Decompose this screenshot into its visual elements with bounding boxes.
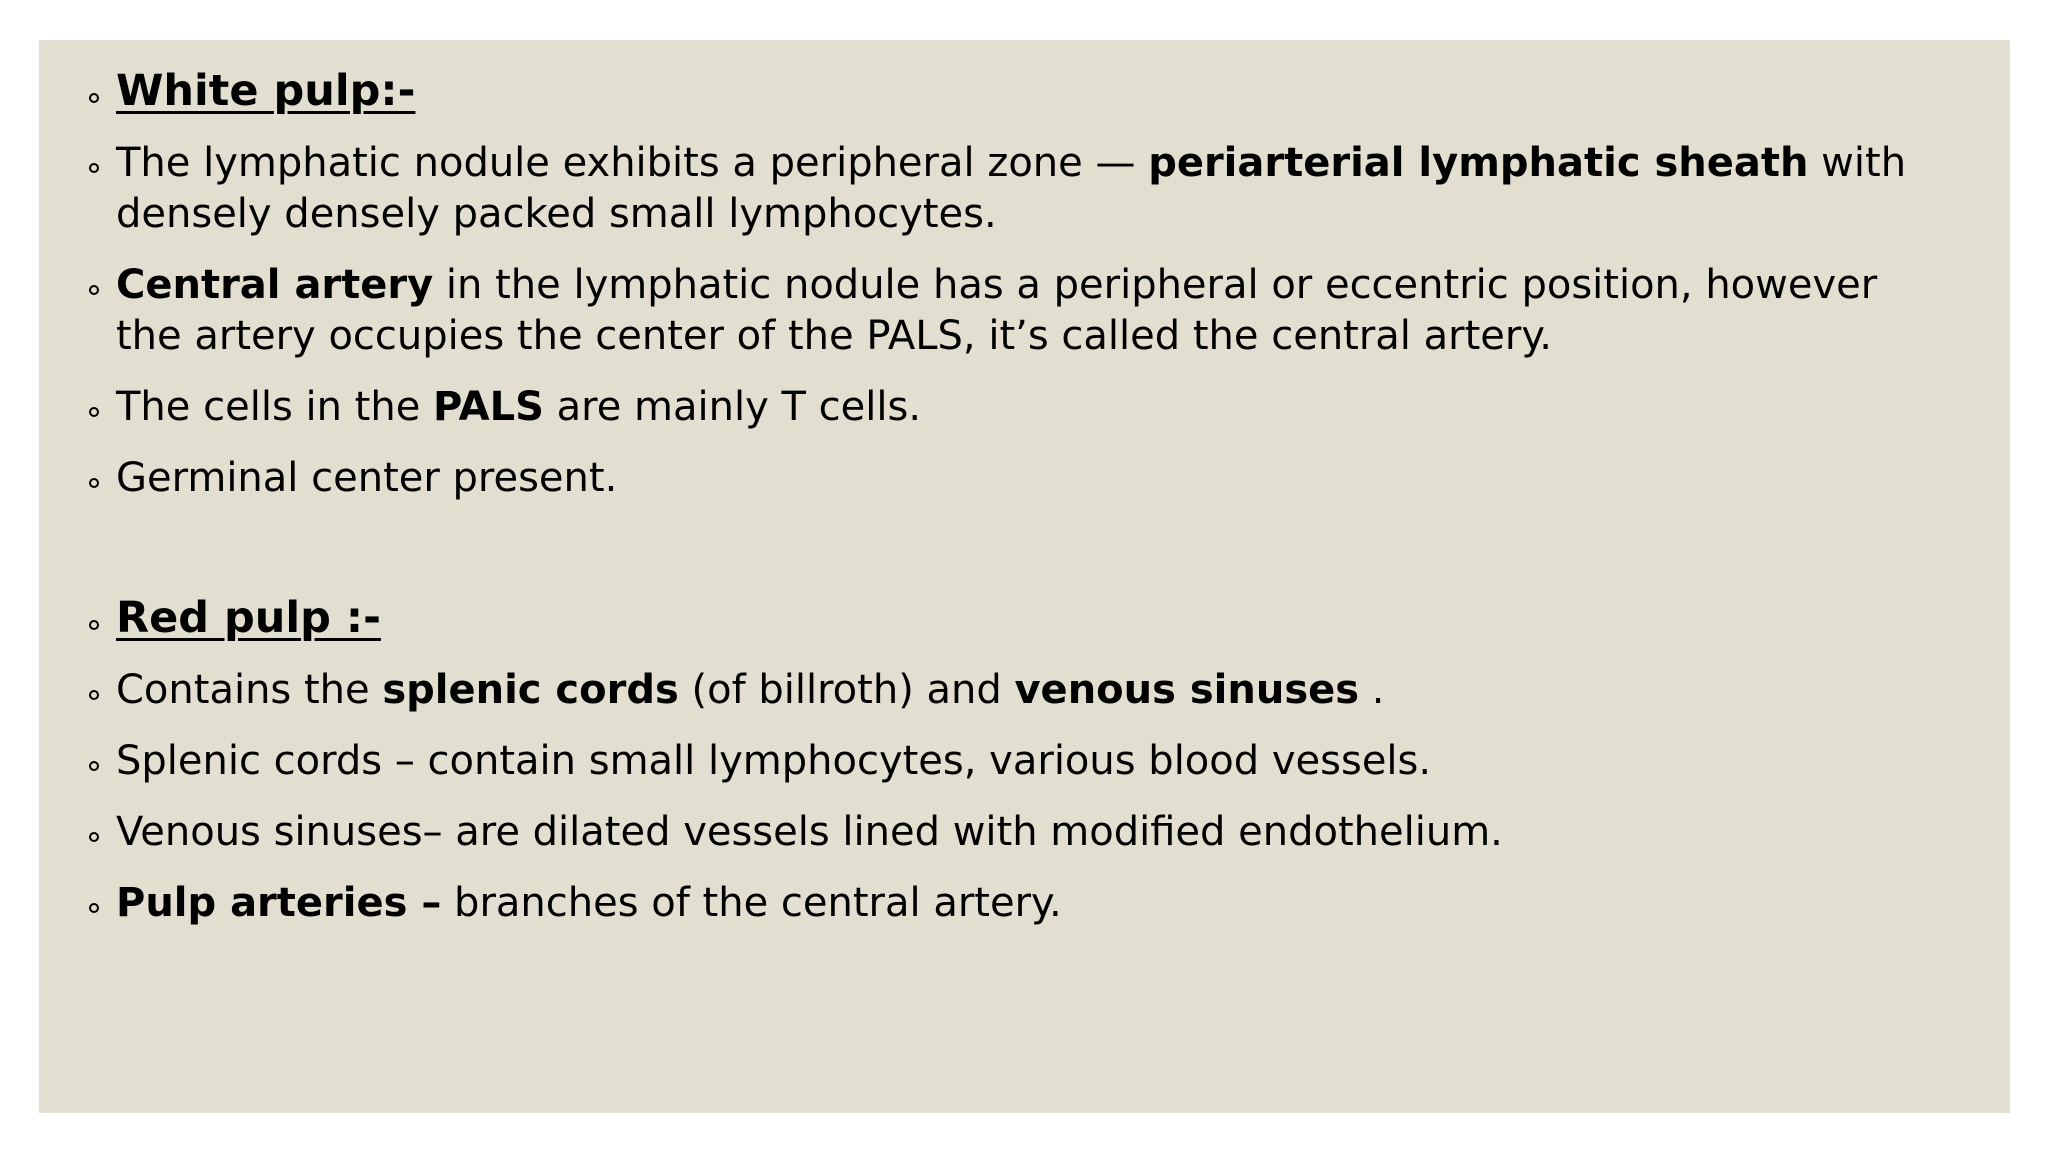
bold-term: Pulp arteries – <box>116 880 442 926</box>
bullet-circle-icon <box>89 407 99 417</box>
bullet-circle-icon <box>89 620 99 630</box>
bullet-text-part: (of billroth) and <box>678 667 1015 713</box>
bullet-circle-icon <box>89 478 99 488</box>
bullet-text-part: branches of the central artery. <box>441 880 1062 926</box>
bullet-text: Splenic cords – contain small lymphocytes, various blood vessels. <box>116 738 1432 784</box>
bullet-text-part: are mainly T cells. <box>543 384 922 430</box>
bullet-text-part: with densely densely packed small lymphocytes. <box>116 140 1907 237</box>
bullet-text <box>116 382 1919 433</box>
bullet-text: Venous sinuses– are dilated vessels lined with modified endothelium. <box>116 809 1503 855</box>
bullet-circle-icon <box>89 690 99 700</box>
bullet-circle-icon <box>89 761 99 771</box>
bullet-circle-icon <box>89 903 99 913</box>
bullet-text <box>116 138 1919 240</box>
bullet-text <box>116 878 1919 929</box>
bullet-text-part: The lymphatic nodule exhibits a peripheral zone — <box>116 140 1149 186</box>
bullet-circle-icon <box>89 93 99 103</box>
bullet-text-part: The cells in the <box>116 384 434 430</box>
slide <box>39 40 2010 1113</box>
bullet-text-part: Contains the <box>116 667 383 713</box>
bold-term: PALS <box>433 384 544 430</box>
bold-term: periarterial lymphatic sheath <box>1148 140 1809 186</box>
heading-text: Red pulp :- <box>116 593 381 643</box>
slide-content <box>39 40 2010 1113</box>
bold-term: splenic cords <box>382 667 679 713</box>
bullet-circle-icon <box>89 163 99 173</box>
bold-term: Central artery <box>116 262 434 308</box>
bullet-text: Germinal center present. <box>116 455 618 501</box>
bullet-circle-icon <box>89 832 99 842</box>
bold-term: venous sinuses <box>1014 667 1360 713</box>
bullet-text-part: . <box>1359 667 1385 713</box>
bullet-text-part: in the lymphatic nodule has a peripheral or eccentric position, however the artery occupies the center of the PALS, it’s called the central artery. <box>116 262 1878 359</box>
bullet-text <box>116 260 1919 362</box>
bullet-circle-icon <box>89 285 99 295</box>
bullet-text <box>116 665 1919 716</box>
heading-text: White pulp:- <box>116 66 416 116</box>
